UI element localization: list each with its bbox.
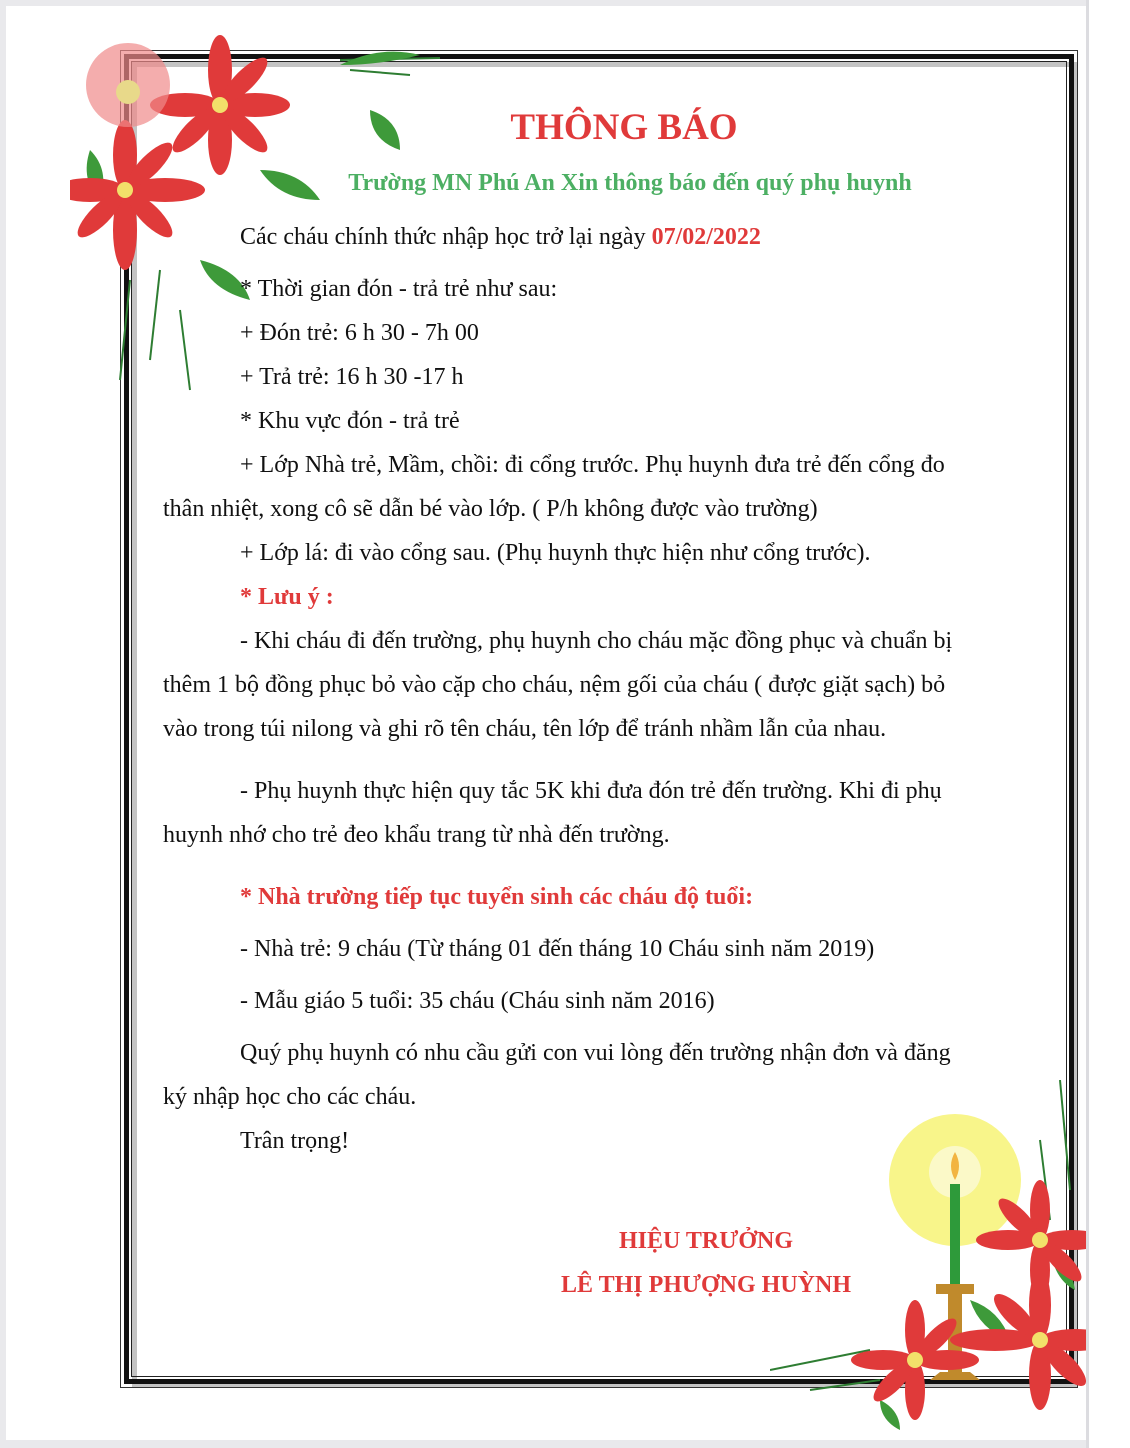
body-line: thêm 1 bộ đồng phục bỏ vào cặp cho cháu, nệm gối của cháu ( được giặt sạch) bỏ (163, 672, 946, 698)
enrollment-heading: * Nhà trường tiếp tục tuyển sinh các cháu độ tuổi: (240, 884, 754, 910)
intro-text: Các cháu chính thức nhập học trở lại ngày (240, 224, 652, 250)
page-title: THÔNG BÁO (510, 107, 738, 148)
body-line: vào trong túi nilong và ghi rõ tên cháu, tên lớp để tránh nhầm lẫn của nhau. (163, 716, 887, 742)
body-line: huynh nhớ cho trẻ đeo khẩu trang từ nhà đến trường. (163, 822, 670, 848)
note-heading: * Lưu ý : (240, 584, 334, 610)
body-line: thân nhiệt, xong cô sẽ dẫn bé vào lớp. ( P/h không được vào trường) (163, 496, 818, 522)
closing-line: Trân trọng! (240, 1128, 350, 1154)
body-line: + Lớp Nhà trẻ, Mầm, chồi: đi cổng trước. Phụ huynh đưa trẻ đến cổng đo (240, 452, 945, 478)
body-line: - Mẫu giáo 5 tuổi: 35 cháu (Cháu sinh năm 2016) (240, 988, 715, 1014)
body-line: + Trả trẻ: 16 h 30 -17 h (240, 364, 464, 390)
signature-title: HIỆU TRƯỞNG (618, 1228, 794, 1254)
candle-poinsettia-corner-icon (770, 1080, 1086, 1438)
body-line: + Đón trẻ: 6 h 30 - 7h 00 (240, 320, 479, 346)
body-line: - Nhà trẻ: 9 cháu (Từ tháng 01 đến tháng 10 Cháu sinh năm 2019) (240, 936, 875, 962)
body-line: + Lớp lá: đi vào cổng sau. (Phụ huynh thực hiện như cổng trước). (240, 540, 871, 566)
body-line: - Khi cháu đi đến trường, phụ huynh cho cháu mặc đồng phục và chuẩn bị (240, 628, 953, 654)
body-line: * Thời gian đón - trả trẻ như sau: (240, 276, 558, 302)
body-line: * Khu vực đón - trả trẻ (240, 408, 460, 434)
body-line: - Phụ huynh thực hiện quy tắc 5K khi đưa đón trẻ đến trường. Khi đi phụ (240, 778, 942, 804)
body-line: ký nhập học cho các cháu. (163, 1084, 417, 1110)
signature-name: LÊ THỊ PHƯỢNG HUỲNH (560, 1272, 852, 1298)
page-subtitle: Trường MN Phú An Xin thông báo đến quý phụ huynh (348, 170, 912, 196)
intro-date: 07/02/2022 (651, 224, 761, 250)
body-line: Quý phụ huynh có nhu cầu gửi con vui lòng đến trường nhận đơn và đăng (240, 1040, 951, 1066)
intro-line (240, 224, 761, 251)
